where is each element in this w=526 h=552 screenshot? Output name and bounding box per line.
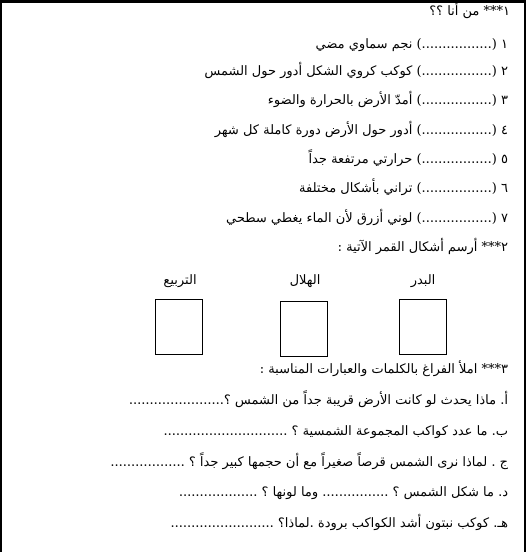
section1-item-2: ٢ (.................) كوكب كروي الشكل أدور حول الشمس bbox=[204, 64, 508, 79]
label-crescent: الهلال bbox=[289, 273, 321, 288]
section3-title: ٣*** املأ الفراغ بالكلمات والعبارات المناسبة : bbox=[259, 362, 508, 377]
section1-item-3: ٣ (.................) أمدّ الأرض بالحرارة والضوء bbox=[267, 93, 508, 108]
crescent-drawing-box[interactable] bbox=[280, 301, 328, 357]
label-full-moon: البدر bbox=[410, 273, 436, 288]
quarter-moon-drawing-box[interactable] bbox=[155, 299, 203, 355]
section1-item-4: ٤ (.................) أدور حول الأرض دورة كاملة كل شهر bbox=[214, 123, 508, 138]
section3-question-a: أ. ماذا يحدث لو كانت الأرض قريبة جداً من الشمس ؟....................... bbox=[128, 393, 508, 408]
section3-question-e: هـ. كوكب نبتون أشد الكواكب برودة .لماذا؟ ......................... bbox=[170, 516, 508, 531]
page-border-top bbox=[0, 0, 526, 3]
section1-item-6: ٦ (.................) تراني بأشكال مختلفة bbox=[299, 181, 508, 196]
section3-question-c: ج . لماذا نرى الشمس قرصاً صغيراً مع أن حجمها كبير جداً ؟ .................. bbox=[110, 455, 508, 470]
section3-question-b: ب. ما عدد كواكب المجموعة الشمسية ؟ .............................. bbox=[163, 424, 508, 439]
section3-question-d: د. ما شكل الشمس ؟ ................ وما لونها ؟ ................... bbox=[178, 485, 508, 500]
section1-title: ١*** من أنا ؟؟ bbox=[429, 4, 510, 19]
section2-title: ٢*** أرسم أشكال القمر الآتية : bbox=[337, 240, 508, 255]
page-border-left bbox=[0, 0, 2, 552]
section1-item-1: ١ (.................) نجم سماوي مضي bbox=[315, 37, 508, 52]
section1-item-7: ٧ (.................) لوني أزرق لأن الماء يغطي سطحي bbox=[226, 211, 508, 226]
section1-item-5: ٥ (.................) حرارتي مرتفعة جداً bbox=[308, 152, 508, 167]
full-moon-drawing-box[interactable] bbox=[399, 299, 447, 355]
label-quarter-moon: التربيع bbox=[163, 273, 197, 288]
